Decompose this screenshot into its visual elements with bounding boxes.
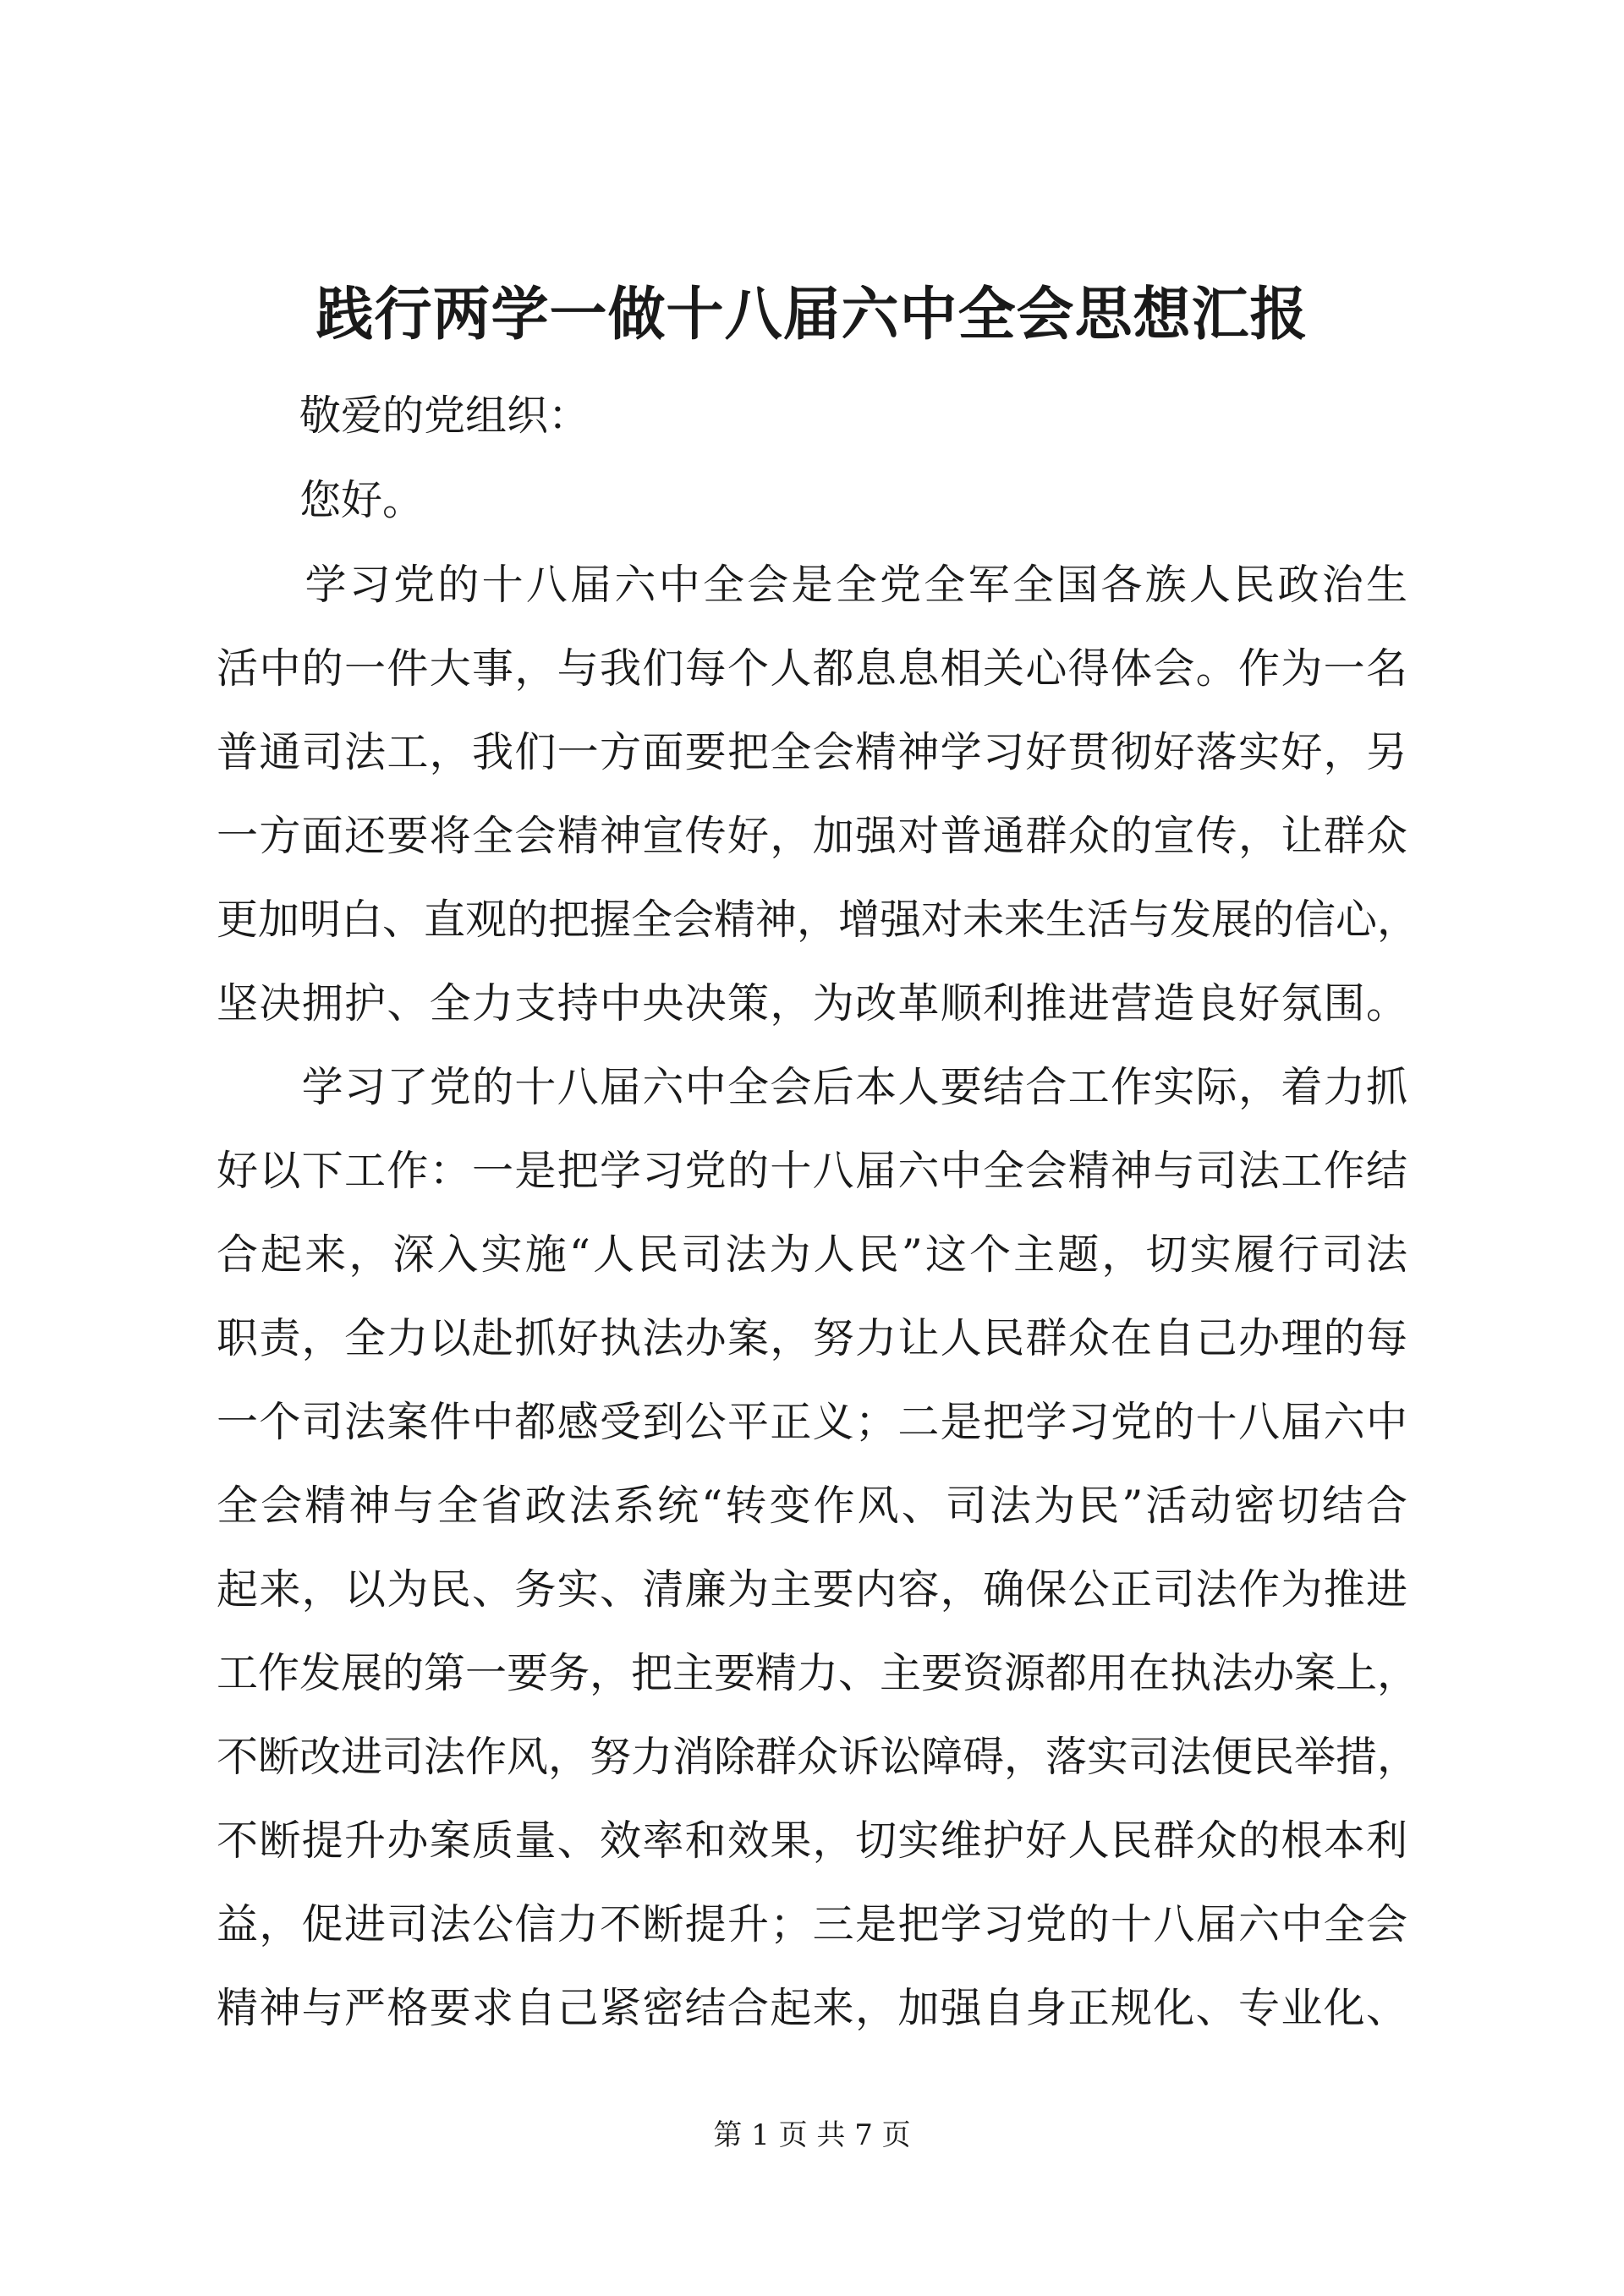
body-line: 学习了党的十八届六中全会后本人要结合工作实际，着力抓 [217, 1063, 1407, 1111]
body-line: 工作发展的第一要务，把主要精力、主要资源都用在执法办案上， [217, 1649, 1419, 1697]
body-line: 一方面还要将全会精神宣传好，加强对普通群众的宣传，让群众 [217, 812, 1407, 860]
body-line: 合起来，深入实施“人民司法为人民”这个主题，切实履行司法 [217, 1230, 1407, 1279]
document-title: 践行两学一做十八届六中全会思想汇报 [315, 281, 1309, 348]
body-line: 益，促进司法公信力不断提升；三是把学习党的十八届六中全会 [217, 1900, 1407, 1948]
body-line: 职责，全力以赴抓好执法办案，努力让人民群众在自己办理的每 [217, 1314, 1407, 1362]
body-line: 全会精神与全省政法系统“转变作风、司法为民”活动密切结合 [217, 1482, 1407, 1530]
body-line: 活中的一件大事，与我们每个人都息息相关心得体会。作为一名 [217, 644, 1407, 693]
body-line: 更加明白、直观的把握全会精神，增强对未来生活与发展的信心， [217, 896, 1419, 944]
body-line: 不断改进司法作风，努力消除群众诉讼障碍，落实司法便民举措， [217, 1733, 1419, 1781]
body-line: 您好。 [217, 476, 425, 524]
body-line: 学习党的十八届六中全会是全党全军全国各族人民政治生 [217, 561, 1407, 609]
body-line: 好以下工作：一是把学习党的十八届六中全会精神与司法工作结 [217, 1147, 1407, 1195]
body-line: 敬爱的党组织： [217, 392, 590, 440]
page-number-footer: 第 1 页 共 7 页 [713, 2118, 911, 2152]
body-line: 精神与严格要求自己紧密结合起来，加强自身正规化、专业化、 [217, 1984, 1407, 2032]
body-line: 普通司法工，我们一方面要把全会精神学习好贯彻好落实好，另 [217, 728, 1407, 776]
body-line: 起来，以为民、务实、清廉为主要内容，确保公正司法作为推进 [217, 1565, 1407, 1614]
body-line: 不断提升办案质量、效率和效果，切实维护好人民群众的根本利 [217, 1817, 1407, 1865]
body-line: 一个司法案件中都感受到公平正义；二是把学习党的十八届六中 [217, 1398, 1407, 1446]
body-line: 坚决拥护、全力支持中央决策，为改革顺利推进营造良好氛围。 [217, 979, 1407, 1027]
